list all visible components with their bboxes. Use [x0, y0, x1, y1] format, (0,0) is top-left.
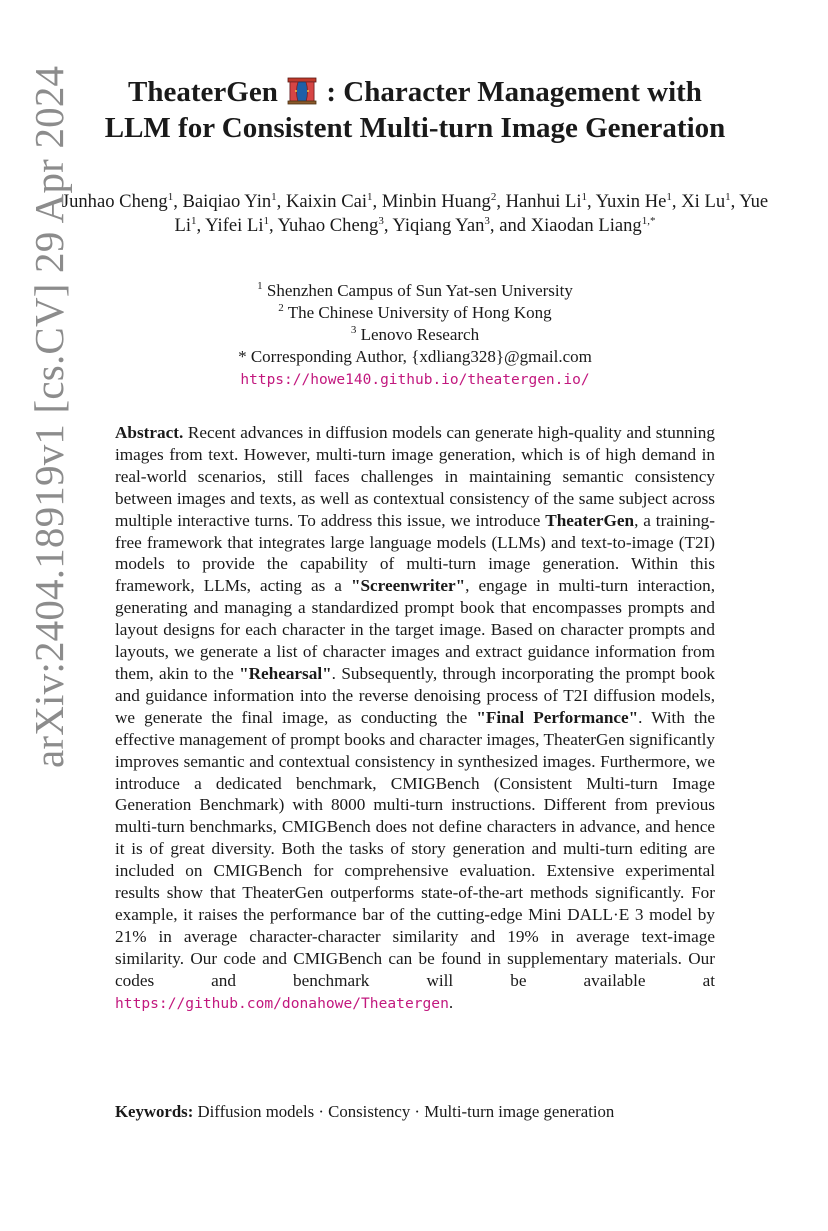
theater-curtain-icon [287, 77, 317, 105]
project-url-link[interactable]: https://howe140.github.io/theatergen.io/ [240, 372, 590, 388]
keywords-label: Keywords: [115, 1102, 194, 1121]
keywords [115, 1101, 735, 1123]
affiliations [60, 280, 770, 391]
author-affiliation-mark: 1 [271, 191, 277, 203]
author-name: Hanhui Li [505, 191, 582, 212]
author-affiliation-mark: 1 [263, 215, 270, 227]
author-affiliation-mark: 1 [167, 191, 174, 203]
github-url-link[interactable]: https://github.com/donahowe/Theatergen [115, 994, 449, 1012]
author-affiliation-mark: 1 [725, 191, 731, 203]
author-affiliation-mark: 1 [367, 191, 373, 203]
abstract: Abstract. Recent advances in diffusion models can generate high-quality and stunning images from text. However, multi-turn image generation, which is of high demand in real-world scenarios, still faces challenges in maintaining semantic consistency between images and texts, as well as contextual consistency of the same subject across multiple interactive turns. To address this issue, we introduce TheaterGen, a training-free framework that integrates large language models (LLMs) and text-to-image (T2I) models to provide the capability of multi-turn image generation. Within this framework, LLMs, acting as a "Screenwriter", engage in multi-turn interaction, generating and managing a standardized prompt book that encompasses prompts and layout designs for each character in the target image. Based on character prompts and layouts, we generate a list of character images and extract guidance information from them, akin to the "Rehearsal". Subsequently, through incorporating the prompt book and guidance information into the reverse denoising process of T2I diffusion models, we generate the final image, as conducting the "Final Performance". With the effective management of prompt books and character images, TheaterGen significantly improves semantic and contextual consistency in synthesized images. Furthermore, we introduce a dedicated benchmark, CMIGBench (Consistent Multi-turn Image Generation Benchmark) with 8000 multi-turn instructions. Different from previous multi-turn benchmarks, CMIGBench does not define characters in advance, and hence it is of great diversity. Both the tasks of story generation and multi-turn editing are included on CMIGBench for comprehensive evaluation. Extensive experimental results show that TheaterGen outperforms state-of-the-art methods significantly. For example, it raises the performance bar of the cutting-edge Mini DALL·E 3 model by 21% in average character-character similarity and 19% in average text-image similarity. Our code and CMIGBench can be found in supplementary materials. Our codes and benchmark will be available at https://github.com/donahowe/Theatergen. [115, 423, 715, 1012]
author-affiliation-mark: 1,* [641, 215, 656, 227]
author-name: Xiaodan Liang [530, 215, 642, 236]
author-name: Kaixin Cai [285, 191, 368, 212]
author-affiliation-mark: 3 [484, 215, 490, 227]
author-name: Xi Lu [681, 191, 726, 212]
author-affiliation-mark: 1 [666, 191, 672, 203]
affiliation-1: $^1$ Shenzhen Campus of Sun Yat-sen University [257, 280, 573, 300]
author-affiliation-mark: 1 [191, 215, 197, 227]
author-affiliation-mark: 3 [378, 215, 384, 227]
title-part2: : Character Management with [326, 76, 702, 108]
author-name: Baiqiao Yin [182, 191, 272, 212]
abstract-label: Abstract. [115, 423, 184, 442]
title-line2: LLM for Consistent Multi-turn Image Generation [104, 112, 726, 144]
author-list: Junhao Cheng$^1$, Baiqiao Yin$^1$, Kaixin Cai$^1$, Minbin Huang$^2$, Hanhui Li$^1$, Yuxin He$^1$, Xi Lu$^1$, Yue Li$^1$, Yifei Li$^1$, Yuhao Cheng$^3$, Yiqiang Yan$^3$, and Xiaodan Liang$^{1,*}$ [61, 191, 769, 236]
author-affiliation-mark: 2 [490, 191, 497, 203]
author-name: Yuxin He [595, 191, 667, 212]
bold-rehearsal: "Rehearsal" [239, 663, 332, 683]
keywords-text: Diffusion models · Consistency · Multi-turn image generation [193, 1102, 615, 1121]
author-name: Junhao Cheng [61, 191, 168, 212]
author-name: Yiqiang Yan [392, 215, 485, 236]
affiliation-2: $^2$ The Chinese University of Hong Kong [278, 302, 552, 322]
affiliation-3: $^3$ Lenovo Research [350, 324, 480, 344]
author-name: Yuhao Cheng [277, 215, 379, 236]
author-affiliation-mark: 1 [581, 191, 588, 203]
paper-title [60, 74, 770, 146]
arxiv-sidebar-stamp: arXiv:2404.18919v1 [cs.CV] 29 Apr 2024 [26, 65, 72, 768]
title-part1: TheaterGen [128, 76, 278, 108]
bold-theatergen: TheaterGen [545, 510, 635, 530]
author-name: Minbin Huang [381, 191, 491, 212]
author-name: Yue Li [174, 191, 769, 236]
author-name: Yifei Li [205, 215, 264, 236]
corresponding-author: * Corresponding Author, {xdliang328}@gmail.com [238, 347, 592, 366]
bold-screenwriter: "Screenwriter" [350, 576, 466, 596]
bold-final-performance: "Final Performance" [476, 707, 639, 727]
